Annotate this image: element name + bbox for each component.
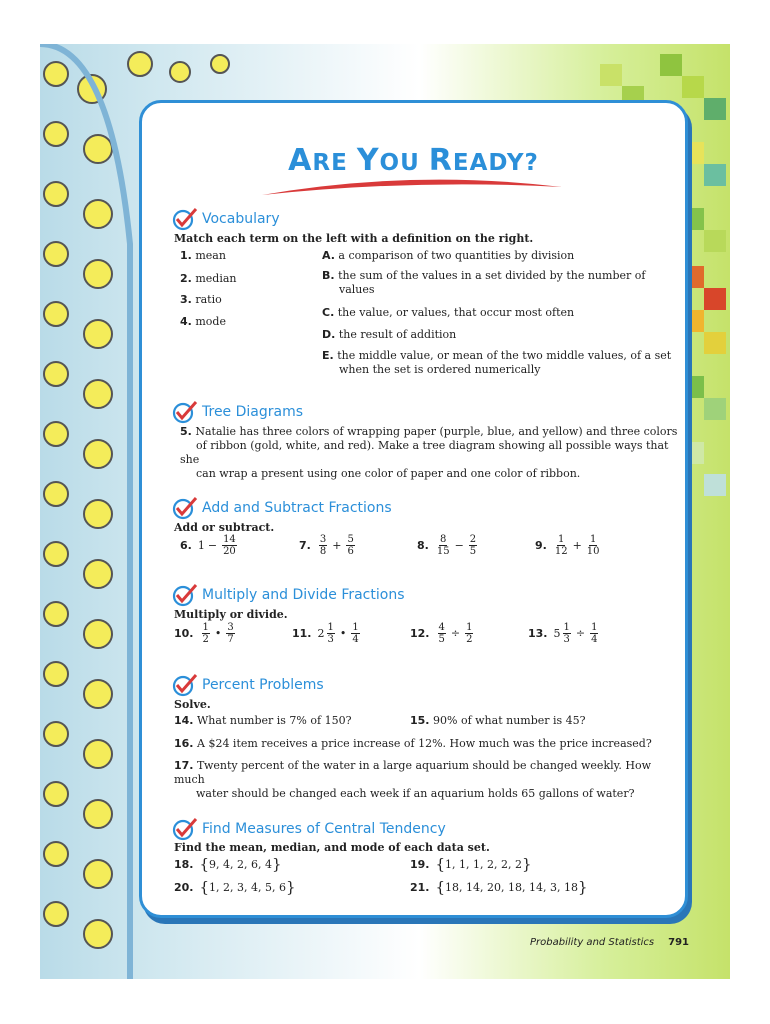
footer-section: Probability and Statistics: [530, 937, 655, 948]
problem-6: 6. 1 − $\frac{14}{20}$: [180, 534, 236, 557]
problem-14: 14. What number is 7% of 150?: [174, 714, 352, 727]
problem-20: 20. { 1, 2, 3, 4, 5, 6 }: [174, 878, 296, 896]
checkmark-icon: [172, 400, 198, 424]
problem-21: 21. { 18, 14, 20, 18, 14, 3, 18 }: [410, 878, 588, 896]
checkmark-icon: [172, 496, 198, 520]
vocabulary-heading: Vocabulary: [172, 207, 280, 231]
definition-d: D. the result of addition: [322, 328, 457, 341]
problem-5: 5. Natalie has three colors of wrapping paper (purple, blue, and yellow) and three colors of ribbon (gold, white, and red). Make a tree diagram showing all possible ways that she can wrap a present using one color of paper and one color of ribbon.: [180, 425, 678, 480]
page-title: ARE YOU READY?: [288, 143, 539, 178]
problem-18: 18. { 9, 4, 2, 6, 4 }: [174, 855, 282, 873]
problem-10: 10. 1 2 • 3 7: [174, 622, 234, 645]
problem-12: 12. $\frac{4}{5}$ ÷ $\frac{1}{2}$: [410, 622, 473, 645]
definition-c: C. the value, or values, that occur most often: [322, 306, 575, 319]
problem-7: 7. 3 8 + $\frac{5}{6}$: [299, 534, 354, 557]
checkmark-icon: [172, 673, 198, 697]
page-footer: [530, 937, 689, 948]
problem-15: 15. 90% of what number is 45?: [410, 714, 586, 727]
multiply-divide-heading: Multiply and Divide Fractions: [172, 583, 405, 607]
problem-11: 11. 2 1 3 • 1 4: [292, 622, 359, 645]
central-instruction: Find the mean, median, and mode of each data set.: [174, 841, 490, 854]
checkmark-icon: [172, 817, 198, 841]
title-swoosh: [242, 173, 582, 203]
percent-problems-heading: Percent Problems: [172, 673, 324, 697]
add-subtract-heading: Add and Subtract Fractions: [172, 496, 392, 520]
tree-diagrams-heading: Tree Diagrams: [172, 400, 303, 424]
definition-a: A. a comparison of two quantities by division: [322, 249, 575, 262]
problem-9: 9. 1 12 + $\frac{1}{10}$: [535, 534, 600, 557]
term-4: 4. mode: [180, 315, 226, 328]
checkmark-icon: [172, 583, 198, 607]
term-3: 3. ratio: [180, 293, 222, 306]
term-2: 2. median: [180, 272, 237, 285]
problem-8: 8. 8 15 − $\frac{2}{5}$: [417, 534, 477, 557]
central-tendency-heading: Find Measures of Central Tendency: [172, 817, 446, 841]
problem-16: 16. A $24 item receives a price increase of 12%. How much was the price increased?: [174, 737, 652, 750]
problem-17: 17. Twenty percent of the water in a large aquarium should be changed weekly. How much water should be changed each week if an aquarium holds 65 gallons of water?: [174, 759, 652, 800]
definition-b: B. the sum of the values in a set divided by the number of values: [322, 269, 646, 296]
percent-instruction: Solve.: [174, 698, 211, 711]
problem-13: 13. 5 $\frac{1}{3}$ ÷ $\frac{1}{4}$: [528, 622, 598, 645]
add-subtract-instruction: Add or subtract.: [174, 521, 275, 534]
vocabulary-instruction: Match each term on the left with a definition on the right.: [174, 232, 534, 245]
term-1: 1. mean: [180, 249, 226, 262]
checkmark-icon: [172, 207, 198, 231]
problem-19: 19. { 1, 1, 1, 2, 2, 2 }: [410, 855, 532, 873]
multiply-divide-instruction: Multiply or divide.: [174, 608, 288, 621]
content-card: [139, 100, 688, 918]
definition-e: E. the middle value, or mean of the two middle values, of a set when the set is ordered numerically: [322, 349, 672, 376]
page-number: 791: [668, 937, 690, 948]
